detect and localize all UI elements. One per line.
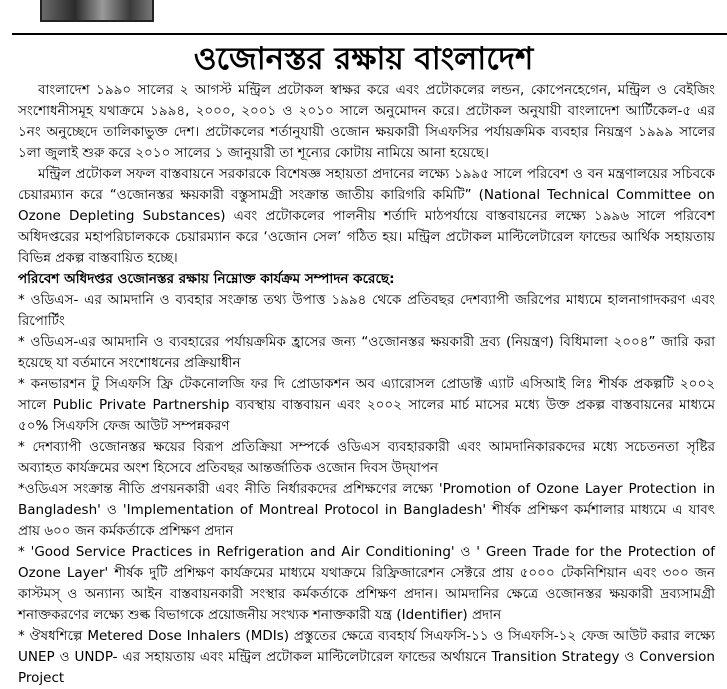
list-item: * 'Good Service Practices in Refrigeration and Air Conditioning' ও ' Green Trade for the Protection of Ozone Layer' শীর্ষক দুটি প্রশিক্ষণ কার্যক্রমের মাধ্যমে যথাক্রমে রিফ্রিজারেশন সেক্টরে প্রায় ৫০০০ টেকনিশিয়ান এবং ৩০০ জন কাস্টমস্ ও অন্যান্য আইন বাস্তবায়নকারী সংস্থার কর্মকর্তাকে প্রশিক্ষণ প্রদান। আমদানির ক্ষেত্রে ওজোনস্তর ক্ষয়কারী দ্রব্যসামগ্রী শনাক্তকরণের লক্ষ্যে শুল্ক বিভাগকে প্রয়োজনীয় সংখ্যক শনাক্তকারী যন্ত্র (Identifier) প্রদান [18, 544, 715, 623]
committee-paragraph: মন্ট্রিল প্রটোকল সফল বাস্তবায়নে সরকারকে বিশেষজ্ঞ সহায়তা প্রদানের লক্ষ্যে ১৯৯৫ সালে পরিবেশ ও বন মন্ত্রণালয়ের সচিবকে চেয়ারম্যান করে “ওজোনস্তর ক্ষয়কারী বস্তুসামগ্রী সংক্রান্ত জাতীয় কারিগরি কমিটি” (National Technical Committee on Ozone Depleting Substances) এবং প্রটোকলের পালনীয় শর্তাদি মাঠপর্যায়ে বাস্তবায়নের লক্ষ্যে ১৯৯৬ সালে পরিবেশ অধিদপ্তরের মহাপরিচালককে চেয়ারম্যান করে ‘ওজোন সেল’ গঠিত হয়। মন্ট্রিল প্রটোকল মাল্টিলেটারেল ফান্ডের আর্থিক সহায়তায় বিভিন্ন প্রকল্প বাস্তবায়িত হচ্ছে। [18, 166, 715, 266]
page-title: ওজোনস্তর রক্ষায় বাংলাদেশ [193, 41, 534, 77]
list-item: * ওডিএস- এর আমদানি ও ব্যবহার সংক্রান্ত তথ্য উপাত্ত ১৯৯৪ থেকে প্রতিবছর দেশব্যাপী জরিপের মাধ্যমে হালনাগাদকরণ এবং রিপোর্টিং [18, 292, 715, 329]
header-photo [40, 0, 154, 22]
list-item: * দেশব্যাপী ওজোনস্তর ক্ষয়ের বিরূপ প্রতিক্রিয়া সম্পর্কে ওডিএস ব্যবহারকারী এবং আমদানিকারকদের মধ্যে সচেতনতা সৃষ্টির অব্যাহত কার্যক্রমের অংশ হিসেবে প্রতিবছর আন্তর্জাতিক ওজোন দিবস উদ্‌যাপন [18, 439, 715, 476]
list-item: * ঔষধশিল্পে Metered Dose Inhalers (MDIs) প্রস্তুতের ক্ষেত্রে ব্যবহার্য সিএফসি-১১ ও সিএফসি-১২ ফেজ আউট করার লক্ষ্যে UNEP ও UNDP- এর সহায়তায় এবং মন্ট্রিল প্রটোকল মাল্টিলেটারেল ফান্ডের অর্থায়নে Transition Strategy ও Conversion Project [18, 628, 715, 686]
list-item: * ওডিএস-এর আমদানি ও ব্যবহারের পর্যায়ক্রমিক হ্রাসের জন্য “ওজোনস্তর ক্ষয়কারী দ্রব্য (নিয়ন্ত্রণ) বিধিমালা ২০০৪” জারি করা হয়েছে যা বর্তমানে সংশোধনের প্রক্রিয়াধীন [18, 334, 715, 371]
header-divider [12, 33, 727, 35]
list-item: * কনভারশন টু সিএফসি ফ্রি টেকনোলজি ফর দি প্রোডাকশন অব এ্যারোসল প্রোডাক্ট এ্যাট এসিআই লিঃ শীর্ষক প্রকল্পটি ২০০২ সালে Public Private Partnership ব্যবস্থায় বাস্তবায়ন এবং ২০০২ সালের মার্চ মাসের মধ্যে উক্ত প্রকল্প বাস্তবায়নের মাধ্যমে ৫০% সিএফসি ফেজ আউট সম্পন্নকরণ [18, 376, 715, 434]
article-body [18, 80, 715, 689]
activities-heading: পরিবেশ অধিদপ্তর ওজোনস্তর রক্ষায় নিম্নোক্ত কার্যক্রম সম্পাদন করেছে: [18, 271, 395, 287]
list-item: *ওডিএস সংক্রান্ত নীতি প্রণয়নকারী এবং নীতি নির্ধারকদের প্রশিক্ষণের লক্ষ্যে 'Promotion of Ozone Layer Protection in Bangladesh' ও 'Implementation of Montreal Protocol in Bangladesh' শীর্ষক প্রশিক্ষণ কর্মশালার মাধ্যমে এ যাবৎ প্রায় ৬০০ জন কর্মকর্তাকে প্রশিক্ষণ প্রদান [18, 481, 715, 539]
intro-paragraph: বাংলাদেশ ১৯৯০ সালের ২ আগস্ট মন্ট্রিল প্রটোকল স্বাক্ষর করে এবং প্রটোকলের লন্ডন, কোপেনহেগেন, মন্ট্রিল ও বেইজিং সংশোধনীসমূহ যথাক্রমে ১৯৯৪, ২০০০, ২০০১ ও ২০১০ সালে অনুমোদন করে। প্রটোকল অনুযায়ী বাংলাদেশ আর্টিকেল-৫ এর ১নং অনুচ্ছেদে তালিকাভুক্ত দেশ। প্রটোকলের শর্তানুযায়ী ওজোন ক্ষয়কারী সিএফসির পর্যায়ক্রমিক ব্যবহার নিয়ন্ত্রণ ১৯৯৯ সালের ১লা জুলাই শুরু করে ২০১০ সালের ১ জানুয়ারী তা শূন্যের কোটায় নামিয়ে আনা হয়েছে। [18, 82, 715, 161]
